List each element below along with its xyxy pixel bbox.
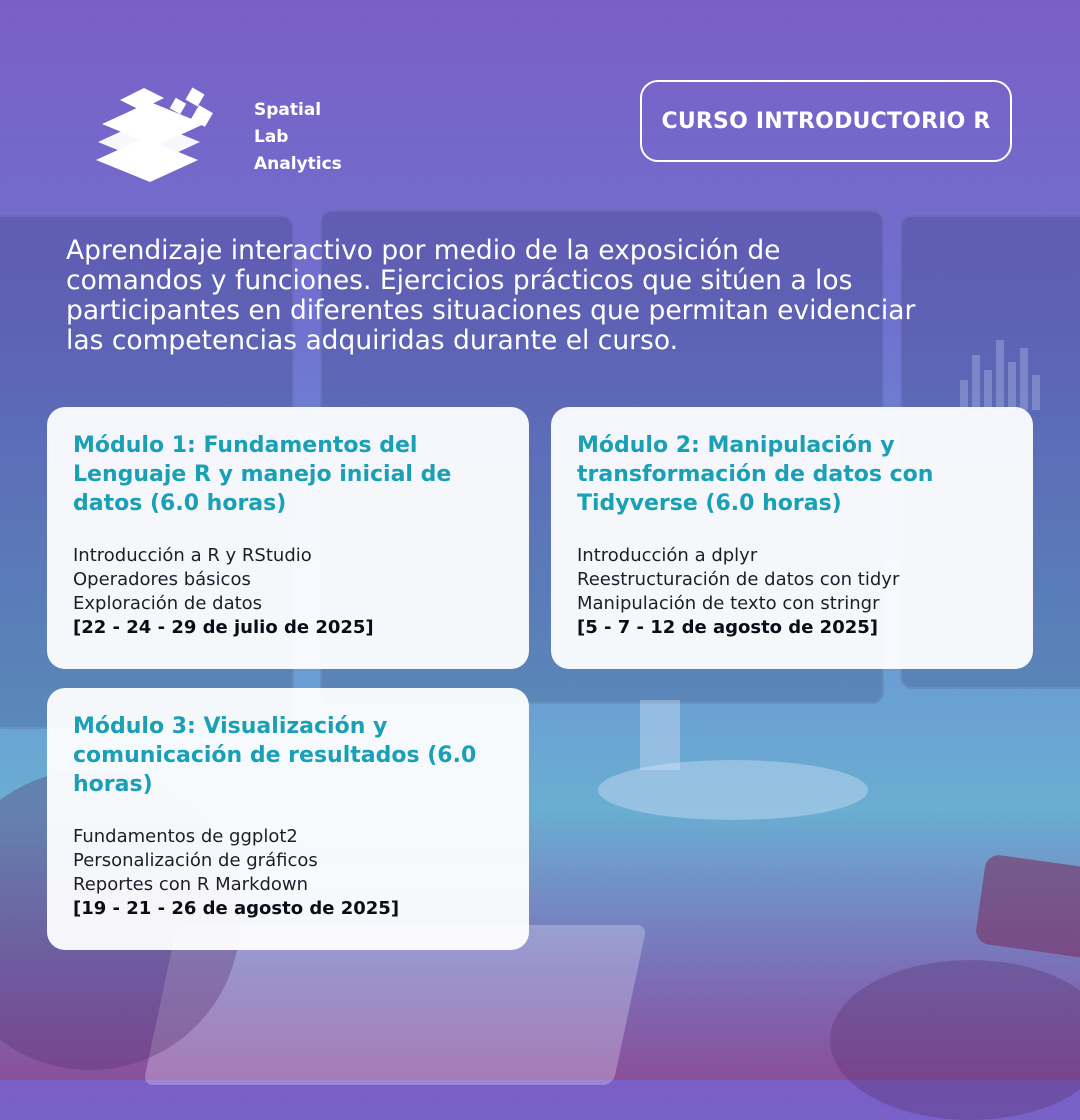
module-card-2 <box>551 407 1033 669</box>
intro-line-1: Aprendizaje interactivo por medio de la exposición de <box>66 235 781 266</box>
module-topic: Manipulación de texto con stringr <box>577 593 880 614</box>
module-title: Módulo 2: Manipulación y transformación de datos con Tidyverse (6.0 horas) <box>577 433 934 516</box>
brand-name <box>254 97 342 178</box>
module-topic: Introducción a dplyr <box>577 545 758 566</box>
intro-paragraph <box>66 236 1026 356</box>
module-topic: Reportes con R Markdown <box>73 874 309 895</box>
brand-logo <box>90 78 342 196</box>
intro-line-4: las competencias adquiridas durante el curso. <box>66 325 679 356</box>
brand-name-line-3: Analytics <box>254 153 342 174</box>
module-topic: Personalización de gráficos <box>73 850 318 871</box>
module-topic: Operadores básicos <box>73 569 251 590</box>
brand-name-line-1: Spatial <box>254 99 322 120</box>
module-title: Módulo 3: Visualización y comunicación de resultados (6.0 horas) <box>73 714 477 797</box>
course-tag: CURSO INTRODUCTORIO R <box>640 80 1012 162</box>
background-hand-right <box>830 960 1080 1120</box>
module-title: Módulo 1: Fundamentos del Lenguaje R y manejo inicial de datos (6.0 horas) <box>73 433 452 516</box>
background-phone <box>974 853 1080 960</box>
module-topic: Fundamentos de ggplot2 <box>73 826 298 847</box>
brand-name-line-2: Lab <box>254 126 289 147</box>
module-topic: Exploración de datos <box>73 593 263 614</box>
stacked-layers-logo-icon <box>90 78 240 196</box>
module-topic: Reestructuración de datos con tidyr <box>577 569 900 590</box>
module-card-3 <box>47 688 529 950</box>
module-topic: Introducción a R y RStudio <box>73 545 312 566</box>
background-monitor-stand <box>640 700 680 770</box>
intro-line-2: comandos y funciones. Ejercicios prácticos que sitúen a los <box>66 265 853 296</box>
module-dates: [5 - 7 - 12 de agosto de 2025] <box>577 617 878 638</box>
module-card-1 <box>47 407 529 669</box>
intro-line-3: participantes en diferentes situaciones que permitan evidenciar <box>66 295 916 326</box>
module-dates: [19 - 21 - 26 de agosto de 2025] <box>73 898 400 919</box>
background-monitor-base <box>598 760 868 820</box>
module-dates: [22 - 24 - 29 de julio de 2025] <box>73 617 374 638</box>
